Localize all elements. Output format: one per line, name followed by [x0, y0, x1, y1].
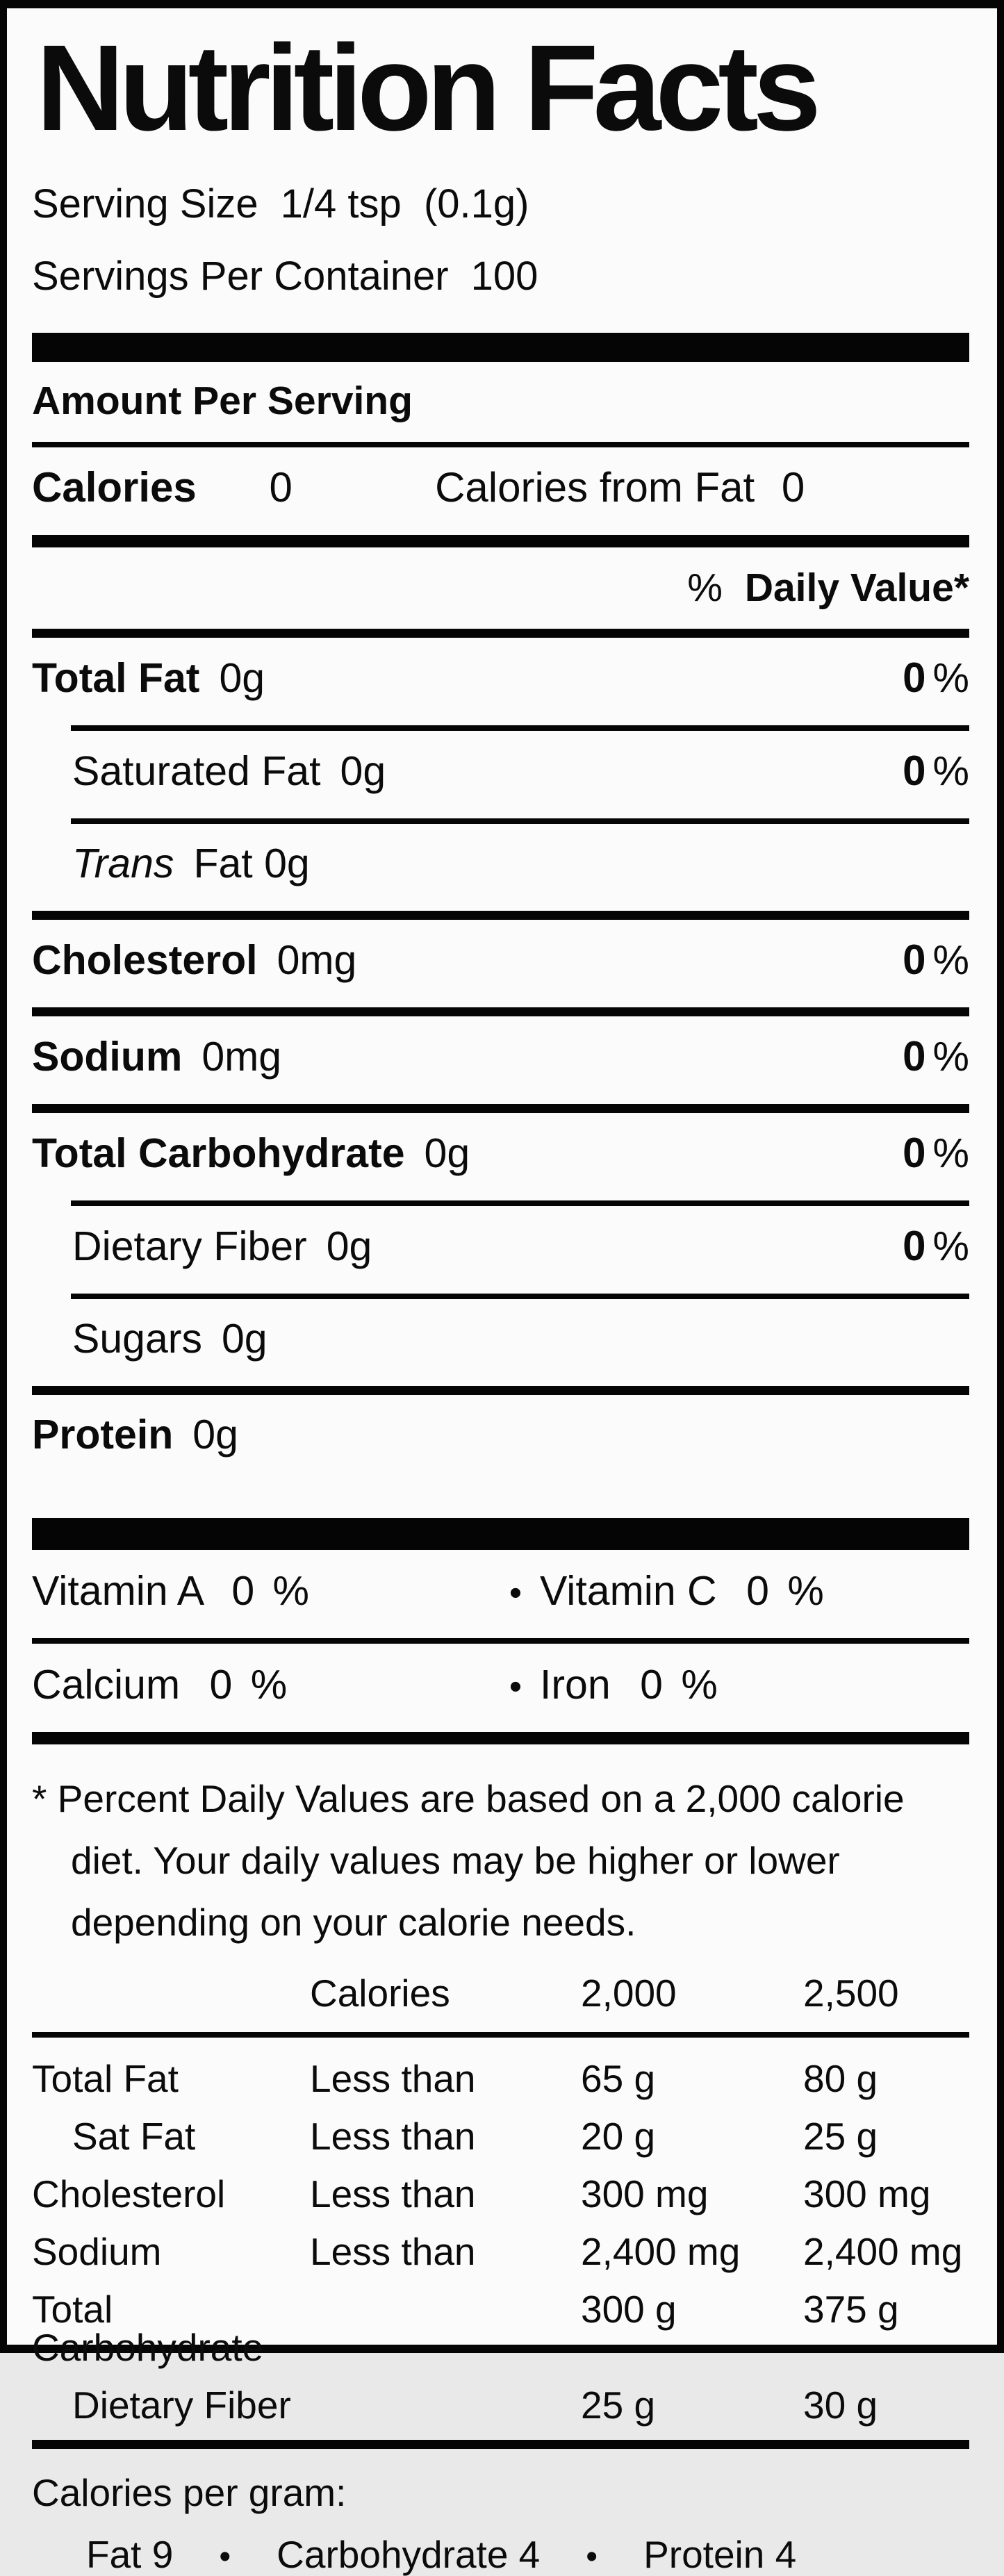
dv-table-row-dietary-fiber [32, 2377, 969, 2434]
calories-row [32, 447, 969, 535]
nutrient-row-sodium [32, 1016, 969, 1104]
section-divider-bar [32, 1518, 969, 1550]
dv-table-header-2500: 2,500 [803, 1972, 899, 2015]
nutrient-row-trans-fat [32, 824, 969, 911]
nutrient-label: Cholesterol [32, 937, 258, 984]
divider [32, 1638, 969, 1644]
vitamin-a-cell [32, 1568, 491, 1615]
dv-number: 0 [903, 1130, 926, 1177]
dv-table-value-2500: 30 g [803, 2384, 878, 2427]
dv-table-value-2500: 2,400 mg [803, 2230, 963, 2274]
dv-table-value-2500: 375 g [803, 2288, 899, 2331]
percent-sign: % [932, 937, 969, 984]
dv-table-value-2000: 300 g [581, 2288, 677, 2331]
vitamin-a-label: Vitamin A [32, 1568, 202, 1615]
divider [32, 629, 969, 638]
dv-table-header-blank [32, 1974, 310, 2013]
percent-sign: % [687, 565, 723, 611]
calories-per-gram-values [32, 2519, 969, 2574]
nutrient-amount: 0g [424, 1130, 470, 1177]
nutrient-label: Saturated Fat [72, 748, 321, 795]
dv-table-qualifier: Less than [310, 2230, 476, 2274]
dv-number: 0 [903, 1033, 926, 1080]
calories-from-fat-value: 0 [781, 464, 805, 511]
vitamin-a-value: 0 [231, 1568, 255, 1615]
nutrient-daily-value [903, 1223, 969, 1270]
divider [32, 911, 969, 920]
dv-table-row-sodium [32, 2223, 969, 2281]
nutrient-row-total-carbohydrate [32, 1113, 969, 1200]
servings-per-container-label: Servings Per Container [32, 254, 449, 299]
nutrient-daily-value [903, 1130, 969, 1177]
nutrient-row-sugars [32, 1299, 969, 1386]
vitamin-c-value: 0 [746, 1568, 769, 1615]
dv-table-value-2000: 25 g [581, 2384, 656, 2427]
nutrient-amount: 0g [221, 1316, 268, 1362]
dv-number: 0 [903, 936, 926, 984]
calcium-value: 0 [209, 1662, 233, 1708]
iron-label: Iron [540, 1662, 611, 1708]
calcium-cell [32, 1662, 491, 1708]
vitamin-row-a-c [32, 1550, 969, 1638]
nutrient-label: Sodium [32, 1034, 183, 1080]
nutrient-label: Protein [32, 1412, 174, 1458]
iron-value: 0 [640, 1662, 663, 1708]
dv-table-qualifier [310, 2386, 581, 2425]
dv-table-value-2000: 65 g [581, 2057, 656, 2101]
percent-sign: % [681, 1662, 718, 1708]
nutrient-daily-value [903, 936, 969, 984]
dv-table-qualifier: Less than [310, 2172, 476, 2216]
nutrient-row-cholesterol [32, 920, 969, 1007]
dv-table-value-2500: 80 g [803, 2057, 878, 2101]
dv-table-header-calories: Calories [310, 1972, 450, 2015]
divider [32, 1732, 969, 1744]
calories-value: 0 [269, 464, 293, 511]
percent-sign: % [250, 1662, 288, 1708]
divider [32, 2032, 969, 2038]
divider [32, 1386, 969, 1395]
dv-table-value-2000: 20 g [581, 2115, 656, 2158]
dv-table-value-2500: 25 g [803, 2115, 878, 2158]
dv-table-name: Dietary Fiber [72, 2384, 291, 2427]
nutrient-row-dietary-fiber [32, 1206, 969, 1294]
label-title: Nutrition Facts [36, 20, 816, 156]
divider [32, 442, 969, 447]
serving-size-line [32, 181, 969, 227]
dv-table-name: Total Fat [32, 2057, 179, 2101]
dv-number: 0 [903, 654, 926, 702]
vitamin-c-cell [540, 1568, 969, 1615]
nutrient-amount: 0g [340, 748, 386, 795]
dv-table-qualifier: Less than [310, 2057, 476, 2101]
calories-from-fat [435, 464, 805, 511]
calories-label: Calories [32, 464, 197, 511]
dv-table-value-2500: 300 mg [803, 2172, 931, 2216]
divider [71, 818, 969, 824]
nutrient-row-saturated-fat [32, 731, 969, 818]
divider [32, 1007, 969, 1016]
divider [71, 1294, 969, 1299]
dv-number: 0 [903, 1223, 926, 1270]
dv-table-row-total-carbohydrate [32, 2281, 969, 2377]
nutrient-label: Total Carbohydrate [32, 1130, 405, 1177]
percent-sign: % [932, 1034, 969, 1080]
calories-per-gram-protein: Protein 4 [643, 2533, 797, 2576]
percent-sign: % [932, 1223, 969, 1270]
dv-table-value-2000: 300 mg [581, 2172, 709, 2216]
section-divider-bar [32, 333, 969, 362]
dv-number: 0 [903, 748, 926, 795]
nutrient-daily-value [903, 748, 969, 795]
nutrient-amount: 0mg [277, 937, 357, 984]
nutrient-amount: 0g [326, 1223, 372, 1270]
calcium-label: Calcium [32, 1662, 181, 1708]
dv-table-name: Cholesterol [32, 2172, 226, 2216]
serving-size-label: Serving Size [32, 181, 258, 227]
dv-table-name: Sodium [32, 2230, 162, 2274]
nutrient-label: Dietary Fiber [72, 1223, 307, 1270]
bullet-separator: • [509, 1573, 522, 1614]
bullet-separator: • [219, 2538, 231, 2576]
calories-from-fat-label: Calories from Fat [435, 464, 755, 511]
percent-sign: % [932, 748, 969, 795]
calories-per-gram-carbohydrate: Carbohydrate 4 [277, 2533, 541, 2576]
nutrient-amount: Fat 0g [193, 841, 310, 887]
daily-values-footnote: * Percent Daily Values are based on a 2,000 calorie diet. Your daily values may be higher or lower depending on your calorie needs. [32, 1777, 905, 1945]
divider [71, 725, 969, 731]
vitamin-c-label: Vitamin C [540, 1568, 717, 1615]
bullet-separator: • [586, 2538, 598, 2576]
bullet-separator: • [509, 1667, 522, 1708]
nutrient-label: Total Fat [32, 655, 200, 702]
percent-sign: % [932, 655, 969, 702]
percent-sign: % [787, 1568, 824, 1615]
dv-table-header-2000: 2,000 [581, 1972, 677, 2015]
nutrient-row-total-fat [32, 638, 969, 725]
percent-sign: % [272, 1568, 310, 1615]
divider [71, 1200, 969, 1206]
servings-per-container-value: 100 [470, 254, 538, 299]
calories-per-gram-fat: Fat 9 [86, 2533, 174, 2576]
nutrient-amount: 0g [192, 1412, 238, 1458]
dv-table-header [32, 1958, 969, 2026]
divider [32, 2440, 969, 2449]
dv-table-qualifier [310, 2290, 581, 2367]
dv-table-name: Sat Fat [72, 2115, 196, 2158]
servings-per-container-line [32, 256, 969, 297]
nutrient-label: Sugars [72, 1316, 202, 1362]
divider [32, 1104, 969, 1113]
vitamin-row-calcium-iron [32, 1644, 969, 1732]
serving-size-value: 1/4 tsp (0.1g) [280, 181, 529, 227]
dv-table-qualifier: Less than [310, 2115, 476, 2158]
dv-table-row-sat-fat [32, 2108, 969, 2165]
calories-per-gram-label: Calories per gram: [32, 2471, 347, 2515]
percent-sign: % [932, 1130, 969, 1177]
nutrient-label: Trans [72, 841, 174, 887]
nutrient-amount: 0mg [201, 1034, 282, 1080]
nutrient-daily-value [903, 1033, 969, 1080]
dv-table-value-2000: 2,400 mg [581, 2230, 741, 2274]
nutrient-amount: 0g [219, 655, 265, 702]
iron-cell [540, 1662, 969, 1708]
divider [32, 535, 969, 547]
dv-table-row-total-fat [32, 2042, 969, 2108]
daily-value-heading-text: Daily Value* [744, 565, 969, 611]
daily-value-heading [32, 547, 969, 629]
nutrient-row-protein [32, 1395, 969, 1482]
dv-table-row-cholesterol [32, 2165, 969, 2223]
nutrient-daily-value [903, 654, 969, 702]
amount-per-serving-heading: Amount Per Serving [32, 379, 413, 424]
dv-table-name: Total Carbohydrate [32, 2288, 264, 2370]
